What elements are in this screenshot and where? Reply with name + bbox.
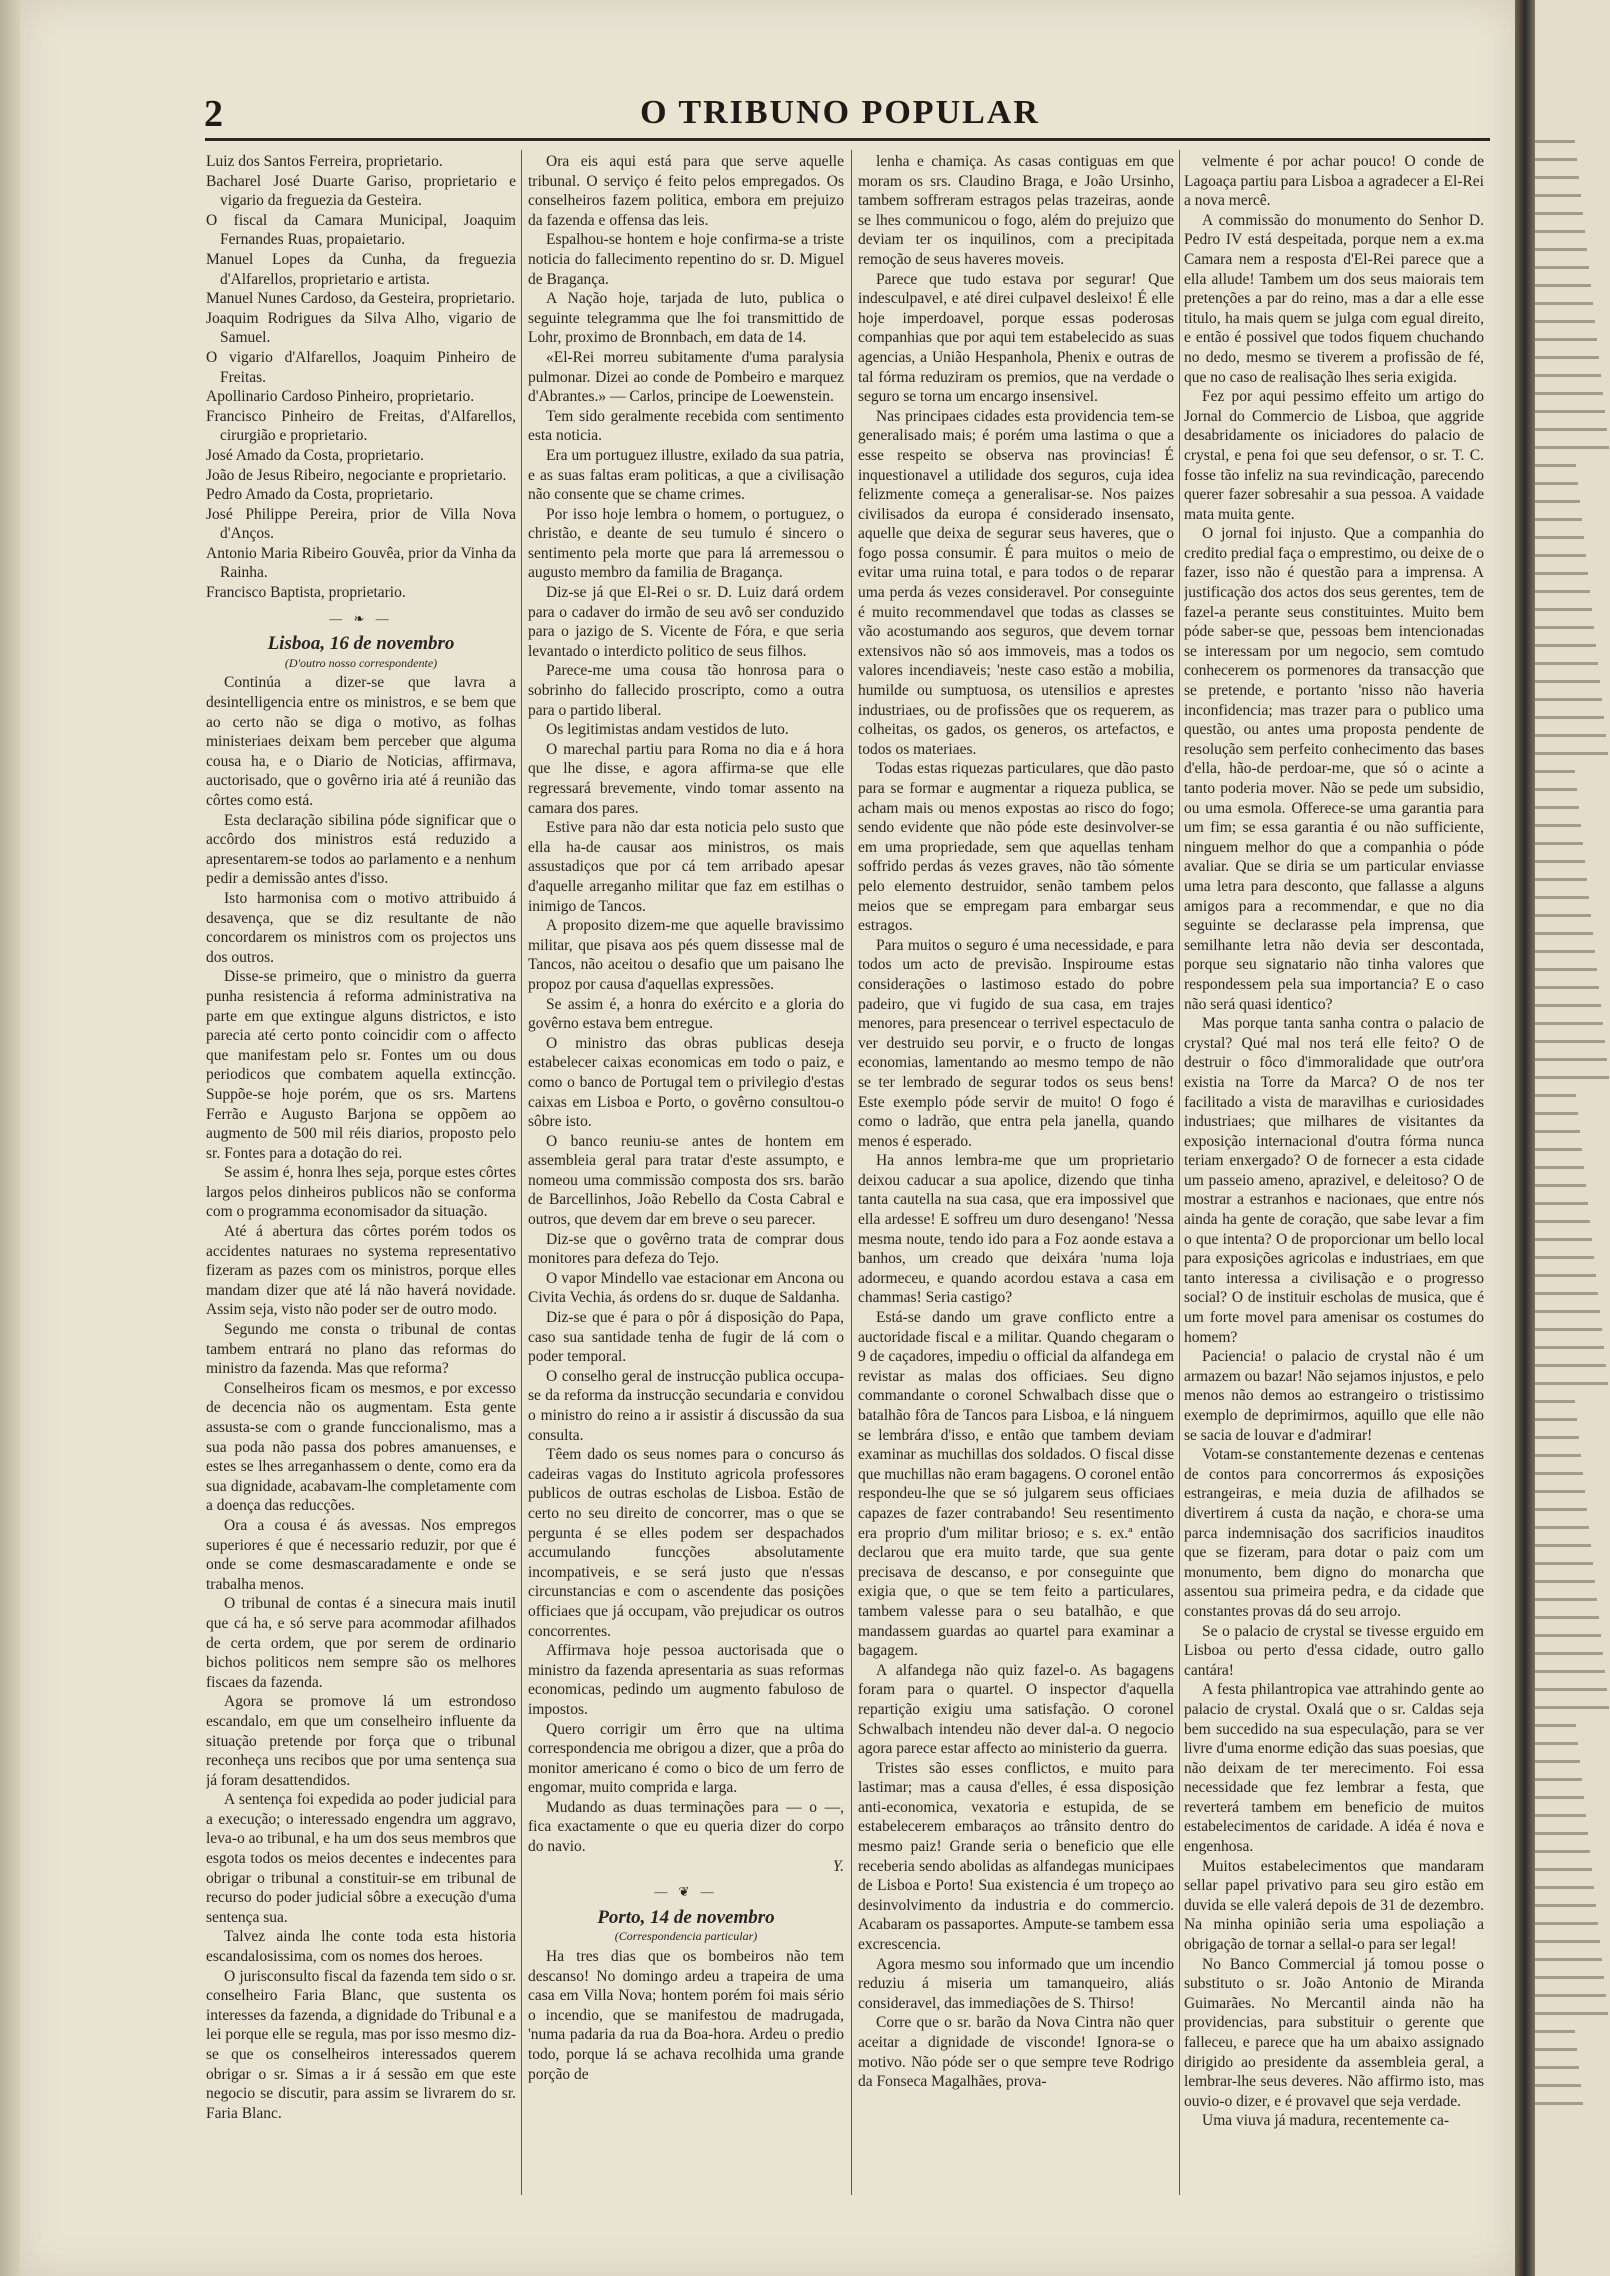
ghost-text-line (1535, 1364, 1606, 1367)
paragraph: O ministro das obras publicas deseja estabelecer caixas economicas em todo o paiz, e como o banco de Portugal tem o privilegio d'estas caixas em Lisboa e Porto, o govêrno consultou-o sôbre isto. (528, 1034, 844, 1131)
ghost-text-line (1535, 212, 1583, 215)
ghost-text-line (1535, 2102, 1583, 2105)
paragraph: Diz-se que é para o pôr á disposição do Papa, caso sua santidade tenha de fugir de lá com o poder temporal. (528, 1309, 844, 1366)
ghost-text-line (1535, 734, 1606, 737)
ghost-text-line (1535, 698, 1602, 701)
paragraph: Mas porque tanta sanha contra o palacio de crystal? Qué mal nos terá elle feito? O de destruir o fôco d'immoralidade que outr'ora existia na Torre da Marca? O de nos ter facilitado a vista de maravilhas e curiosidades industriaes; que milhares de visitantes da exposição internacional d'outra fórma nunca teriam enxergado? O de fornecer a esta cidade um passeio ameno, aprazivel, e deleitoso? O de mostrar a estranhos e nacionaes, que entre nós ainda ha gente de coração, que sabe levar a fim o que intenta? O de proporcionar um bello local para exposições agricolas e industriaes, em que tanto interessa a civilisação e o progresso social? O de instituir escholas de musica, que é um forte movel para amenisar os costumes do homem? (1184, 1015, 1484, 1346)
signatories-list (206, 152, 516, 603)
signature: Y. (832, 1857, 844, 1875)
paragraph: Parece que tudo estava por segurar! Que indesculpavel, e até direi culpavel desleixo! É elle hoje imperdoavel, porque essas poderosas companhias que por aqui tem estabelecido as suas agencias, a União Hespanhola, Phenix e outras de tal fórma reduziram os premios, que na verdade o seguro se torna um encargo insensivel. (858, 270, 1174, 406)
signatory-entry: Manuel Lopes da Cunha, da freguezia d'Alfarellos, proprietario e artista. (206, 250, 516, 288)
article-body (528, 1947, 844, 2084)
paragraph: Corre que o sr. barão da Nova Cintra não quer aceitar a dignidade de visconde! Ignora-se o motivo. Não póde ser o que sempre teve Rodrigo da Fonseca Magalhães, prova- (858, 2014, 1174, 2091)
ghost-text-line (1535, 968, 1597, 971)
ghost-text-line (1535, 1814, 1586, 1817)
paragraph: No Banco Commercial já tomou posse o substituto o sr. João Antonio de Miranda Guimarães. No Mercantil ainda não ha providencias, para substituir o gerente que falleceu, e parece que ha um abaixo assignado dirigido ao presidente da assembleia geral, a lembrar-lhe seus deveres. Não affirmo isto, mas ouvio-o dizer, e é provavel que seja verdade. (1184, 1955, 1484, 2110)
ghost-text-line (1535, 590, 1590, 593)
ghost-text-line (1535, 338, 1597, 341)
paragraph: Agora se promove lá um estrondoso escandalo, em que um conselheiro influente da situação pretende por força que o tribunal reconheça uns recibos que por uma sentença sua já foram desattendidos. (206, 1693, 516, 1789)
ghost-text-line (1535, 1868, 1592, 1871)
paragraph: O jornal foi injusto. Que a companhia do credito predial faça o emprestimo, ou deixe de o fazer, isso não é questão para a imprensa. A justificação dos actos dos seus gerentes, tem de fazel-a perante seus constituintes. Muito bem póde saber-se que, pessoas bem intencionadas se interessam por um negocio, sem comtudo conhecerem os pormenores da transacção que se pretende, e portanto 'nisso não haveria inconfidencia; mas trazer para o publico uma questão, ou antes uma proposta pendente de resolução sem perfeito conhecimento das bases d'ella, hão-de perdoar-me, que só o acinte a tanto poderia mover. Não se pede um subsidio, ou uma esmola. Offerece-se uma garantia para um fim; se essa garantia é ou não sufficiente, ninguem melhor do que a companhia o póde avaliar. Que se diria se um particular enviasse uma letra para desconto, que fallasse a alguns amigos para a recommendar, e que no dia seguinte se declarasse pela imprensa, que semilhante letra não devia ser descontada, porque seu signatario não tinha valores que respondessem pela sua importancia? E o caso não será quasi identico? (1184, 525, 1484, 1013)
paragraph: Paciencia! o palacio de crystal não é um armazem ou bazar! Não sejamos injustos, e pelo menos não demos ao estrangeiro o tristissimo exemplo de deprimirmos, aquillo que elle não se sacia de louvar e d'admirar! (1184, 1348, 1484, 1444)
ghost-text-line (1535, 1418, 1577, 1421)
ghost-text-line (1535, 1022, 1603, 1025)
paragraph: Disse-se primeiro, que o ministro da guerra punha resistencia á reforma administrativa na parte em que extingue alguns districtos, e isto parecia até certo ponto coincidir com o affecto que manifestam pelo sr. Fontes um ou dous periodicos que combatem aquella extincção. Suppõe-se hoje porém, que os srs. Martens Ferrão e Augusto Barjona se oppõem ao augmento de 500 mil réis diarios, proposto pelo sr. Fontes para a dotação do rei. (206, 968, 516, 1162)
paragraph: Affirmava hoje pessoa auctorisada que o ministro da fazenda apresentaria as suas reformas economicas, pedindo um augmento fabuloso de impostos. (528, 1642, 844, 1718)
signatory-entry: O vigario d'Alfarellos, Joaquim Pinheiro de Freitas. (206, 348, 516, 386)
paragraph: Conselheiros ficam os mesmos, e por excesso de decencia não os augmentam. Esta gente assusta-se com o grande funccionalismo, mas a sua poda não passa dos pobres amanuenses, e estes se lhes arreganhassem o dente, como era da sua dignidade, acabavam-lhe completamente com a doença das reducções. (206, 1379, 516, 1515)
paragraph: A sentença foi expedida ao poder judicial para a execução; o interessado engendra um aggravo, leva-o ao tribunal, e ha um dos seus membros que esgota todos os meios decentes e indecentes para obrigar o tribunal a constituir-se em tribunal de recurso do poder judicial sôbre a execução d'uma sentença sua. (206, 1791, 516, 1926)
ghost-text-line (1535, 158, 1577, 161)
signatory-entry: Antonio Maria Ribeiro Gouvêa, prior da Vinha da Rainha. (206, 544, 516, 582)
ghost-text-line (1535, 248, 1587, 251)
ghost-text-line (1535, 284, 1591, 287)
paragraph: Se assim é, honra lhes seja, porque estes côrtes largos pelos dinheiros publicos não se conforma com o programma economisador da situação. (206, 1164, 516, 1221)
article-body (1184, 152, 1484, 2131)
paragraph: Ora eis aqui está para que serve aquelle tribunal. O serviço é feito pelos empregados. Os conselheiros fazem politica, embora em prejuizo da fazenda e offensa das leis. (528, 153, 844, 229)
ghost-text-line (1535, 1976, 1604, 1979)
ghost-text-line (1535, 1958, 1602, 1961)
ghost-text-line (1535, 608, 1592, 611)
paragraph: Era um portuguez illustre, exilado da sua patria, e as suas faltas eram politicas, a que a civilisação não consente que se chame crimes. (528, 446, 844, 504)
paragraph: Tem sido geralmente recebida com sentimento esta noticia. (528, 407, 844, 445)
ghost-text-line (1535, 806, 1579, 809)
ghost-text-line (1535, 914, 1591, 917)
ghost-text-line (1535, 2030, 1575, 2033)
ghost-text-line (1535, 1472, 1583, 1475)
signatory-entry: Manuel Nunes Cardoso, da Gesteira, proprietario. (206, 290, 516, 308)
ghost-text-line (1535, 1256, 1594, 1259)
ghost-text-line (1535, 1094, 1576, 1097)
ghost-text-line (1535, 410, 1605, 413)
ghost-text-line (1535, 1742, 1578, 1745)
paragraph: Continúa a dizer-se que lavra a desintelligencia entre os ministros, e se bem que ao certo não se diga o motivo, as folhas ministeriaes deixam bem perceber que alguma cousa ha, e o Diario de Noticias, affirmava, auctorisado, que o govêrno iria até á reunião das côrtes como está. (206, 674, 516, 809)
paragraph: Parece-me uma cousa tão honrosa para o sobrinho do fallecido proscripto, como a outra para o partido liberal. (528, 662, 844, 719)
ghost-text-line (1535, 1850, 1590, 1853)
ghost-text-line (1535, 1238, 1592, 1241)
ghost-text-line (1535, 536, 1584, 539)
ghost-text-line (1535, 680, 1600, 683)
ghost-text-line (1535, 266, 1589, 269)
ghost-text-line (1535, 1670, 1605, 1673)
ghost-text-line (1535, 1166, 1584, 1169)
ghost-text-line (1535, 1040, 1605, 1043)
paragraph: Esta declaração sibilina póde significar que o accôrdo dos ministros está reduzido a apresentarem-se todos ao parlamento e a nenhum pedir a demissão antes d'isso. (206, 811, 516, 888)
ghost-text-line (1535, 2048, 1577, 2051)
ghost-text-line (1535, 752, 1608, 755)
ghost-text-line (1535, 896, 1589, 899)
article-body (528, 152, 844, 1857)
ghost-text-line (1535, 518, 1582, 521)
ghost-text-line (1535, 1508, 1587, 1511)
paragraph: A alfandega não quiz fazel-o. As bagagens foram para o quartel. O inspector d'aquella repartição exigiu uma satisfação. O coronel Schwalbach intendeu não dever dal-a. O negocio agora parece estar affecto ao ministerio da guerra. (858, 1661, 1174, 1758)
paragraph: A festa philantropica vae attrahindo gente ao palacio de crystal. Oxalá que o sr. Caldas seja bem succedido na sua especulação, para se ver livre d'uma enorme edição das suas poesias, que não deixam de ter merecimento. Foi essa necessidade que fez lembrar a festa, que reverterá tambem em beneficio de muitos estabelecimentos de caridade. A idéa é nova e engenhosa. (1184, 1681, 1484, 1856)
ghost-text-line (1535, 1112, 1578, 1115)
paragraph: «El-Rei morreu subitamente d'uma paralysia pulmonar. Dizei ao conde de Pombeiro e marquez d'Abrantes.» — Carlos, principe de Loewenstein. (528, 348, 844, 406)
signatory-entry: Luiz dos Santos Ferreira, proprietario. (206, 153, 443, 170)
ghost-text-line (1535, 716, 1604, 719)
paragraph: Segundo me consta o tribunal de contas tambem entrará no plano das reformas do ministro da fazenda. Mas que reforma? (206, 1321, 516, 1378)
ghost-text-line (1535, 1202, 1588, 1205)
paragraph: Uma viuva já madura, recentemente ca- (1202, 2112, 1450, 2130)
ghost-text-line (1535, 230, 1585, 233)
paragraph: Talvez ainda lhe conte toda esta historia escandalosissima, com os nomes dos heroes. (206, 1928, 516, 1966)
paragraph: A proposito dizem-me que aquelle bravissimo militar, que pisava aos pés quem dissesse mal de Tancos, não aceitou o desafio que um paisano lhe propoz por causa d'aquellas expressões. (528, 917, 844, 993)
column-4 (1184, 152, 1484, 2192)
ghost-text-line (1535, 1058, 1607, 1061)
section-divider: — ❧ — (329, 610, 393, 626)
ghost-text-line (1535, 464, 1576, 467)
paragraph: Agora mesmo sou informado que um incendio reduziu á miseria um tamanqueiro, aliás consideravel, das immediações de S. Thirso! (858, 1955, 1174, 2012)
ghost-text-line (1535, 1940, 1600, 1943)
ghost-text-line (1535, 1832, 1588, 1835)
ghost-text-line (1535, 1544, 1591, 1547)
column-rule (1179, 150, 1180, 2195)
paragraph: Isto harmonisa com o motivo attribuido á desavença, que se diz resultante de não concordarem os ministros com os projectos uns dos outros. (206, 889, 516, 966)
ghost-text-line (1535, 1292, 1598, 1295)
ghost-text-line (1535, 770, 1575, 773)
ghost-text-line (1535, 1580, 1595, 1583)
ghost-text-line (1535, 1904, 1596, 1907)
ghost-text-line (1535, 1724, 1576, 1727)
paragraph: Todas estas riquezas particulares, que dão pasto para se formar e augmentar a riqueza publica, se acham mais ou menos expostas ao risco do fogo; sendo evidente que não póde este desinvolver-se em uma propriedade, sem que aquellas tenham soffrido perdas ás vezes graves, não tão sómente pelo elemento destruidor, senão tambem pelos meios que se empregam para embargar seus estragos. (858, 760, 1174, 935)
ghost-text-line (1535, 428, 1607, 431)
ghost-text-line (1535, 1562, 1593, 1565)
ghost-text-line (1535, 1148, 1582, 1151)
ghost-text-line (1535, 932, 1593, 935)
ghost-text-line (1535, 626, 1594, 629)
article-body (206, 673, 516, 2123)
ghost-text-line (1535, 1922, 1598, 1925)
ghost-text-line (1535, 194, 1581, 197)
ghost-text-line (1535, 1598, 1597, 1601)
ghost-text-line (1535, 1436, 1579, 1439)
paragraph: Espalhou-se hontem e hoje confirma-se a triste noticia do fallecimento repentino do sr. D. Miguel de Bragança. (528, 231, 844, 288)
ghost-text-line (1535, 644, 1596, 647)
ghost-text-line (1535, 446, 1609, 449)
ghost-text-line (1535, 2066, 1579, 2069)
adjacent-page-text-ghost (1535, 0, 1610, 2276)
ghost-text-line (1535, 860, 1585, 863)
signatory-entry: Francisco Pinheiro de Freitas, d'Alfarellos, cirurgião e proprietario. (206, 407, 516, 445)
signatory-entry: Apollinario Cardoso Pinheiro, proprietario. (206, 388, 475, 406)
paragraph: Diz-se já que El-Rei o sr. D. Luiz dará ordem para o cadaver do irmão de seu avô ser conduzido para o jazigo de S. Vicente de Fóra, e que seria levantado o interdicto politico de seus filhos. (528, 584, 844, 660)
ghost-text-line (1535, 1490, 1585, 1493)
ghost-text-line (1535, 482, 1578, 485)
ghost-text-line (1535, 842, 1583, 845)
ghost-text-line (1535, 1400, 1575, 1403)
column-1 (206, 152, 516, 2192)
paragraph: O banco reuniu-se antes de hontem em assembleia geral para tratar d'este assumpto, e nomeou uma commissão composta dos srs. barão de Barcellinhos, João Rebello da Costa Cabral e outros, que devem dar em breve o seu parecer. (528, 1132, 844, 1229)
section-divider: — ❦ — (654, 1884, 718, 1900)
signatory-entry: Francisco Baptista, proprietario. (206, 584, 406, 602)
paragraph: Os legitimistas andam vestidos de luto. (546, 721, 789, 739)
article-body (858, 152, 1174, 2092)
ghost-text-line (1535, 1634, 1601, 1637)
ghost-text-line (1535, 2084, 1581, 2087)
paragraph: Ora a cousa é ás avessas. Nos empregos superiores é que é necessario reduzir, por que é onde se come desmascaradamente e onde se trabalha menos. (206, 1516, 516, 1593)
ghost-text-line (1535, 302, 1593, 305)
ghost-text-line (1535, 1382, 1608, 1385)
paragraph: O jurisconsulto fiscal da fazenda tem sido o sr. conselheiro Faria Blanc, que sustenta os interesses da fazenda, a dignidade do Tribunal e a lei porque elle se regula, mas por isso mesmo diz-se que os conselheiros interessados querem obrigar o sr. Simas a ir á sessão em que este negocio se discutir, para assim se livrarem do sr. Faria Blanc. (206, 1967, 516, 2122)
section-heading-lisboa: Lisboa, 16 de novembro (267, 633, 455, 655)
ghost-text-line (1535, 1616, 1599, 1619)
paragraph: Para muitos o seguro é uma necessidade, e para todos um acto de previsão. Inspiroume estas considerações o lastimoso estado do pobre padeiro, que vi fugido de sua casa, em trajes menores, para presencear o terrivel espectaculo de ver destruido seu porvir, e o fructo de longas economias, lamentando ao mesmo tempo de não se ter lembrado de segurar todos os seus bens! Este exemplo póde servir de muito! O fogo é como o ladrão, que entra pela janella, quando menos é esperado. (858, 936, 1174, 1150)
paragraph: Se o palacio de crystal se tivesse erguido em Lisboa ou perto d'essa cidade, outro gallo cantára! (1184, 1622, 1484, 1679)
paragraph: Se assim é, a honra do exército e a gloria do govêrno estava bem entregue. (528, 995, 844, 1033)
newspaper-title: O TRIBUNO POPULAR (640, 94, 1040, 131)
signatory-entry: Bacharel José Duarte Gariso, proprietario e vigario da freguezia da Gesteira. (206, 172, 516, 210)
book-spine (1515, 0, 1535, 2276)
paragraph: Diz-se que o govêrno trata de comprar dous monitores para defeza do Tejo. (528, 1230, 844, 1268)
signatory-entry: João de Jesus Ribeiro, negociante e proprietario. (206, 466, 507, 484)
ghost-text-line (1535, 662, 1598, 665)
paragraph: O tribunal de contas é a sinecura mais inutil que cá ha, e só serve para acommodar afilhados de certa ordem, que por serem de ordinario bichos politicos nem sempre são os melhores fiscaes da fazenda. (206, 1595, 516, 1691)
paragraph: O marechal partiu para Roma no dia e á hora que lhe disse, e agora affirma-se que elle regressará brevemente, vindo tomar assento na camara dos pares. (528, 740, 844, 817)
paragraph: Mudando as duas terminações para — o —, fica exactamente o que eu queria dizer do corpo do navio. (528, 1798, 844, 1856)
adjacent-page (1535, 0, 1610, 2276)
ghost-text-line (1535, 374, 1601, 377)
ghost-text-line (1535, 140, 1575, 143)
paragraph: A Nação hoje, tarjada de luto, publica o seguinte telegramma que lhe foi transmittido de Lohr, proximo de Bronnbach, em data de 14. (528, 290, 844, 347)
paragraph: Por isso hoje lembra o homem, o portuguez, o christão, e deante de seu tumulo é sincero o sentimento pela morte que para lá arremessou o augusto membro da familia de Bragança. (528, 505, 844, 582)
left-page-edge (0, 0, 20, 2276)
signatory-entry: Pedro Amado da Costa, proprietario. (206, 486, 434, 504)
ghost-text-line (1535, 176, 1579, 179)
paragraph: Estive para não dar esta noticia pelo susto que ella ha-de causar aos ministros, os mais assustadiços que por cá tem arribado apesar d'aquelle arreganho militar que faz em estilhas o inimigo de Tancos. (528, 819, 844, 915)
ghost-text-line (1535, 1796, 1584, 1799)
ghost-text-line (1535, 1526, 1589, 1529)
ghost-text-line (1535, 986, 1599, 989)
paragraph: Ha annos lembra-me que um proprietario deixou caducar a sua apolice, dizendo que tinha tanta cautella na sua casa, que era impossivel que ella ardesse! E soffreu um duro desengano! 'Nessa mesma noute, tendo ido para a Foz aonde estava a banhos, um creado que deixára 'numa loja adormeceu, e quando acordou estava a casa em chammas! Seria castigo? (858, 1152, 1174, 1307)
signatory-entry: O fiscal da Camara Municipal, Joaquim Fernandes Ruas, propaietario. (206, 211, 516, 249)
ghost-text-line (1535, 1706, 1609, 1709)
paragraph: lenha e chamiça. As casas contiguas em que moram os srs. Claudino Braga, e João Ursinho, tambem soffreram estragos pelas trazeiras, aonde se lhes communicou o fogo, além do prejuizo que deviam ter os inquilinos, com a precipitada remoção de seus haveres moveis. (858, 153, 1174, 268)
ghost-text-line (1535, 788, 1577, 791)
paragraph: velmente é por achar pouco! O conde de Lagoaça partiu para Lisboa a agradecer a El-Rei a nova mercê. (1184, 153, 1484, 210)
ghost-text-line (1535, 1688, 1607, 1691)
signatory-entry: José Amado da Costa, proprietario. (206, 446, 424, 464)
ghost-text-line (1535, 824, 1581, 827)
ghost-text-line (1535, 1994, 1606, 1997)
column-rule (521, 150, 522, 2195)
ghost-text-line (1535, 1076, 1609, 1079)
paragraph: O conselho geral de instrucção publica occupa-se da reforma da instrucção secundaria e convidou o ministro do reino a ir assistir á discussão da sua consulta. (528, 1367, 844, 1444)
ghost-text-line (1535, 1130, 1580, 1133)
ghost-text-line (1535, 1778, 1582, 1781)
ghost-text-line (1535, 392, 1603, 395)
column-3 (858, 152, 1174, 2192)
paragraph: Quero corrigir um êrro que na ultima correspondencia me obrigou a dizer, que a prôa do monitor americano é como o bico de um ferro de engomar, muito comprida e larga. (528, 1720, 844, 1797)
ghost-text-line (1535, 356, 1599, 359)
paragraph: O vapor Mindello vae estacionar em Ancona ou Civita Vechia, ás ordens do sr. duque de Saldanha. (528, 1269, 844, 1307)
paragraph: Tristes são esses conflictos, e muito para lastimar; mas a causa d'elles, é essa disposição anti-economica, vexatoria e estupida, de se estabelecerem embaraços ao trânsito dentro do mesmo paiz! Grande seria o beneficio que elle receberia sendo abolidas as alfandegas municipaes de Lisboa e Porto! Sua existencia é um tropeço ao desinvolvimento da industria e do commercio. Acabaram os passaportes. Ampute-se tambem essa excrescencia. (858, 1759, 1174, 1954)
ghost-text-line (1535, 554, 1586, 557)
paragraph: Votam-se constantemente dezenas e centenas de contos para concorrermos ás exposições estrangeiras, e meia duzia de afilhados se divertirem á custa da nação, e chora-se uma parca indemnisação dos sacrificios inauditos que se fizeram, para dotar o paiz com um monumento, bem digno do monarcha que assentou sua primeira pedra, e da cidade que constantes provas dá do seu arrojo. (1184, 1446, 1484, 1620)
paragraph: Muitos estabelecimentos que mandaram sellar papel privativo para seu giro estão em duvida se elle valerá depois de 31 de dezembro. Na minha opinião seria uma espoliação a obrigação de tornar a sellal-o para ser legal! (1184, 1857, 1484, 1954)
section-subheading: (D'outro nosso correspondente) (284, 655, 438, 670)
ghost-text-line (1535, 2012, 1608, 2015)
ghost-text-line (1535, 320, 1595, 323)
ghost-text-line (1535, 878, 1587, 881)
ghost-text-line (1535, 1310, 1600, 1313)
page-number: 2 (204, 93, 223, 135)
masthead (190, 92, 1490, 140)
paragraph: Nas principaes cidades esta providencia tem-se generalisado mais; é porém uma lastima o que a esse respeito se observa nas provincias! É inquestionavel a utilidade dos seguros, cuja idea felizmente começa a generalisar-se. Nos paizes civilisados da europa é considerado insensato, aquelle que deixa de segurar seus haveres, que o fogo possa consumir. É para muitos o meio de evitar uma ruina total, e para todos o de reparar uma perda ás vezes consideravel. Por conseguinte é muito recommendavel que todas as classes se vão acostumando aos seguros, que devem tornar extensivos não só aos immoveis, mas a todos os valores incendiaveis; 'neste caso estão a mobilia, humilde ou sumptuosa, os utensilios e aprestes industriaes, ou de profissões que os requerem, as colheitas, os gados, os generos, os artefactos, e todos os materiaes. (858, 407, 1174, 758)
paragraph: Até á abertura das côrtes porém todos os accidentes naturaes no systema representativo fizeram as pazes com os ministros, porque elles mandam dizer que até lá não haverá novidade. Assim seja, visto não poder ser de outro modo. (206, 1223, 516, 1319)
ghost-text-line (1535, 572, 1588, 575)
ghost-text-line (1535, 1886, 1594, 1889)
section-subheading: (Correspondencia particular) (614, 1929, 758, 1944)
ghost-text-line (1535, 1454, 1581, 1457)
paragraph: Fez por aqui pessimo effeito um artigo do Jornal do Commercio de Lisboa, que aggride desabridamente os iniciadores do palacio de crystal, e pena foi que seu defensor, o sr. T. C. fosse tão infeliz na sua revindicação, parecendo querer fazer sobresahir a sua pessoa. A vaidade mata muita gente. (1184, 388, 1484, 523)
ghost-text-line (1535, 1220, 1590, 1223)
ghost-text-line (1535, 500, 1580, 503)
ghost-text-line (1535, 950, 1595, 953)
header-rule (205, 138, 1490, 141)
column-rule (851, 150, 852, 2195)
ghost-text-line (1535, 1760, 1580, 1763)
paragraph: Está-se dando um grave conflicto entre a auctoridade fiscal e a militar. Quando chegaram o 9 de caçadores, impediu o official da alfandega em revistar as malas dos officiaes. Seu digno commandante o coronel Schwalbach disse que o batalhão fôra de Tancos para Lisboa, e lá ninguem se lembrára d'isso, e então que tambem deviam examinar as muchillas dos soldados. O fiscal disse que muchillas não eram bagagens. O coronel então respondeu-lhe que se só julgarem seus officiaes capazes de fazer contrabando! Seu resentimento era proprio d'um militar brioso; e s. ex.ª então declarou que era muito tarde, que sua gente precisava de descanso, e por conseguinte que exigia que, o que se tem feito a particulares, tambem valesse para o seu batalhão, e que mandassem guardas ao quartel para examinar a bagagem. (858, 1309, 1174, 1660)
signatory-entry: Joaquim Rodrigues da Silva Alho, vigario de Samuel. (206, 309, 516, 347)
signatory-entry: José Philippe Pereira, prior de Villa Nova d'Anços. (206, 505, 516, 543)
column-2 (528, 152, 844, 2192)
paragraph: Ha tres dias que os bombeiros não tem descanso! No domingo ardeu a trapeira de uma casa em Villa Nova; hontem porém foi mais sério o incendio, que se manifestou de madrugada, 'numa padaria da rua da Boa-hora. Ardeu o predio todo, porque lá se achava recolhida uma grande porção de (528, 1948, 844, 2083)
paragraph: A commissão do monumento do Senhor D. Pedro IV está despeitada, porque nem a ex.ma Camara nem a resposta d'El-Rei parece que a ella allude! Tambem um dos seus maiorais tem pretenções a par do reino, mas a dar a elle esse titulo, ha mais quem se julga com egual direito, e então é possivel que todos fiquem chuchando no dedo, mesmo se tiverem a profissão de fé, que no caso de realisação lhes seria exigida. (1184, 211, 1484, 386)
ghost-text-line (1535, 1184, 1586, 1187)
ghost-text-line (1535, 1346, 1604, 1349)
ghost-text-line (1535, 1274, 1596, 1277)
ghost-text-line (1535, 1652, 1603, 1655)
paragraph: Têem dado os seus nomes para o concurso ás cadeiras vagas do Instituto agricola professores publicos de outras escholas de Lisboa. Estão de certo no seu direito de concorrer, mas o que se pergunta é se elles podem ser despachados accumulando funcções absolutamente incompativeis, e se será justo que n'essas circunstancias e com o ascendente das posições officiaes que já occupam, vão prejudicar os outros concorrentes. (528, 1446, 844, 1640)
ghost-text-line (1535, 1328, 1602, 1331)
section-heading-porto: Porto, 14 de novembro (597, 1906, 775, 1928)
ghost-text-line (1535, 1004, 1601, 1007)
